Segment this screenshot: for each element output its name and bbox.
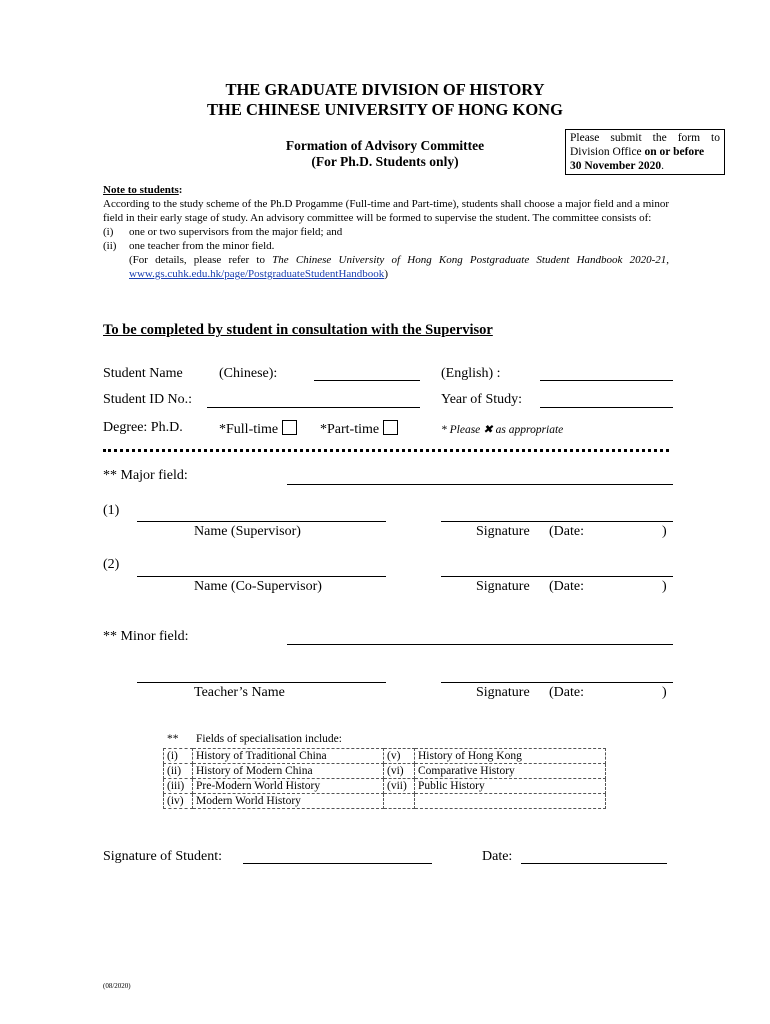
supervisor-name-field[interactable] [137, 521, 386, 522]
specialisation-number: (vi) [384, 764, 415, 779]
note-item-2: one teacher from the minor field. [129, 240, 275, 252]
note-item-1-number: (i) [103, 226, 114, 238]
specialisation-row [164, 749, 606, 764]
specialisation-name: Pre-Modern World History [193, 779, 384, 794]
note-details [129, 253, 669, 281]
supervisor-signature-label: Signature [476, 524, 530, 539]
full-time-label: *Full-time [219, 422, 279, 437]
part-time-label: *Part-time [320, 422, 380, 437]
note-colon: : [178, 184, 183, 196]
teacher-signature-label: Signature [476, 685, 530, 700]
supervisor-name-label: Name (Supervisor) [194, 524, 301, 539]
specialisation-number: (i) [164, 749, 193, 764]
form-version: (08/2020) [103, 982, 131, 990]
specialisation-number: (v) [384, 749, 415, 764]
specialisation-table [163, 748, 606, 809]
section-heading: To be completed by student in consultation with the Supervisor [103, 322, 493, 338]
note-details-separator: , [666, 254, 670, 266]
deadline-date: 30 November 2020 [570, 160, 662, 172]
specialisation-number: (iv) [164, 794, 193, 809]
supervisor-signature-field[interactable] [441, 521, 673, 522]
supervisor-date-label: (Date: [549, 524, 584, 539]
dotted-divider [103, 449, 669, 452]
deadline-bold-1: on or before [644, 146, 705, 158]
specialisation-row [164, 794, 606, 809]
part-time-option[interactable] [320, 420, 398, 438]
major-field-label: ** Major field: [103, 468, 188, 483]
student-signature-label: Signature of Student: [103, 849, 222, 864]
co-supervisor-name-label: Name (Co-Supervisor) [194, 579, 322, 594]
student-id-field[interactable] [207, 407, 420, 408]
specialisation-number: (vii) [384, 779, 415, 794]
major-field-input[interactable] [287, 484, 673, 485]
date-field[interactable] [521, 863, 667, 864]
submission-deadline-box [565, 129, 725, 175]
form-title: Formation of Advisory Committee [285, 138, 485, 153]
supervisor-date-close: ) [662, 524, 667, 539]
specialisation-name: History of Traditional China [193, 749, 384, 764]
full-time-option[interactable] [219, 420, 297, 438]
form-subtitle: (For Ph.D. Students only) [311, 154, 459, 169]
chinese-name-label: (Chinese): [219, 366, 278, 381]
handbook-title: The Chinese University of Hong Kong Postgraduate Student Handbook 2020-21 [272, 254, 667, 266]
co-supervisor-date-label: (Date: [549, 579, 584, 594]
year-of-study-label: Year of Study: [441, 392, 523, 407]
specialisation-row [164, 764, 606, 779]
deadline-end: . [661, 160, 665, 172]
specialisation-heading: Fields of specialisation include: [196, 733, 342, 745]
specialisation-name: Public History [415, 779, 606, 794]
degree-label: Degree: Ph.D. [103, 420, 183, 435]
please-tick-note: * Please ✖ as appropriate [441, 424, 564, 436]
student-id-label: Student ID No.: [103, 392, 193, 407]
teacher-date-label: (Date: [549, 685, 584, 700]
note-item-1: one or two supervisors from the major field; and [129, 226, 343, 238]
co-supervisor-signature-field[interactable] [441, 576, 673, 577]
supervisor-1-number: (1) [103, 503, 120, 518]
note-paragraph: According to the study scheme of the Ph.D Progamme (Full-time and Part-time), students shall choose a major field and a minor field in their early stage of study. An advisory committee will be formed to supervise the student. The committee consists of: [103, 198, 669, 224]
teacher-date-close: ) [662, 685, 667, 700]
header-line-1: THE GRADUATE DIVISION OF HISTORY [225, 80, 545, 99]
note-details-suffix: ) [384, 268, 388, 280]
co-supervisor-signature-label: Signature [476, 579, 530, 594]
handbook-link[interactable]: www.gs.cuhk.edu.hk/page/PostgraduateStudentHandbook [129, 268, 385, 280]
student-signature-field[interactable] [243, 863, 432, 864]
specialisation-row [164, 779, 606, 794]
note-section [103, 183, 669, 281]
minor-field-input[interactable] [287, 644, 673, 645]
note-item-2-number: (ii) [103, 240, 117, 252]
co-supervisor-date-close: ) [662, 579, 667, 594]
date-label: Date: [482, 849, 513, 864]
specialisation-number: (iii) [164, 779, 193, 794]
specialisation-name: Comparative History [415, 764, 606, 779]
minor-field-label: ** Minor field: [103, 629, 189, 644]
teacher-name-label: Teacher’s Name [194, 685, 285, 700]
specialisation-stars: ** [167, 733, 179, 745]
specialisation-number: (ii) [164, 764, 193, 779]
note-details-prefix: (For details, please refer to [129, 254, 273, 266]
part-time-checkbox[interactable] [383, 420, 398, 435]
header-line-2: THE CHINESE UNIVERSITY OF HONG KONG [207, 100, 563, 119]
specialisation-number [384, 794, 415, 809]
full-time-checkbox[interactable] [282, 420, 297, 435]
deadline-text: Please submit the form to Division Office [570, 132, 720, 158]
student-name-label: Student Name [103, 366, 183, 381]
note-heading: Note to students [103, 184, 179, 196]
english-name-label: (English) : [441, 366, 501, 381]
teacher-name-field[interactable] [137, 682, 386, 683]
co-supervisor-name-field[interactable] [137, 576, 386, 577]
teacher-signature-field[interactable] [441, 682, 673, 683]
specialisation-name [415, 794, 606, 809]
chinese-name-field[interactable] [314, 380, 420, 381]
year-of-study-field[interactable] [540, 407, 673, 408]
specialisation-name: History of Hong Kong [415, 749, 606, 764]
specialisation-name: History of Modern China [193, 764, 384, 779]
specialisation-name: Modern World History [193, 794, 384, 809]
supervisor-2-number: (2) [103, 557, 120, 572]
english-name-field[interactable] [540, 380, 673, 381]
